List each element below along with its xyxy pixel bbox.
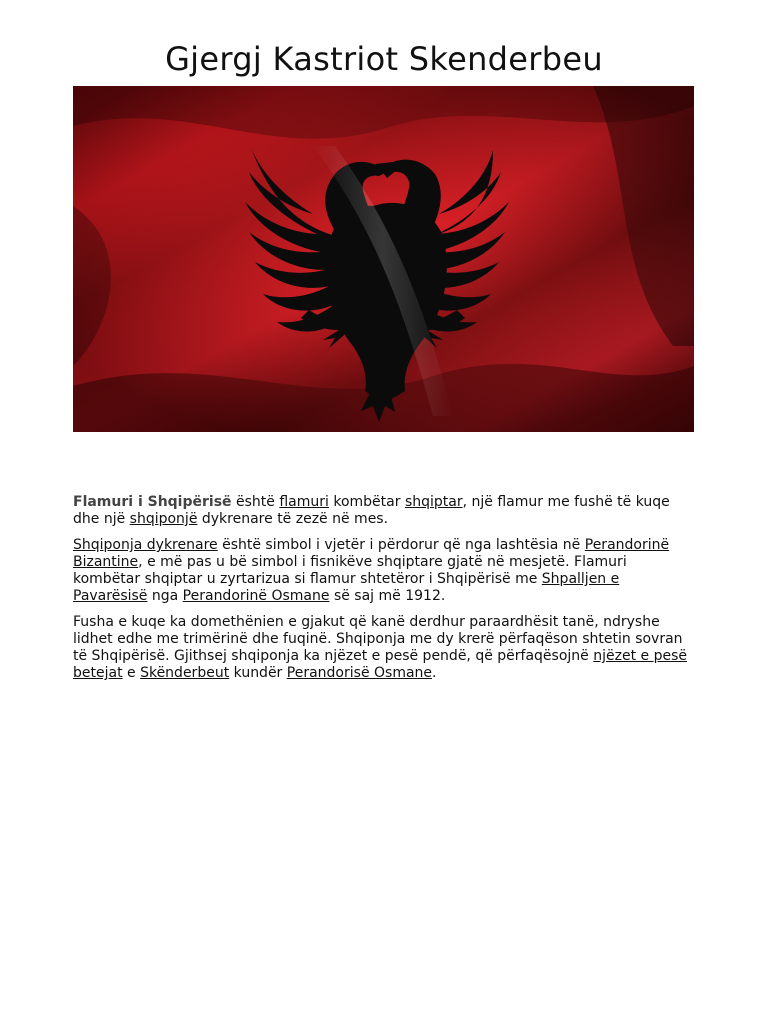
link-perandorine-osmane[interactable]: Perandorinë Osmane [182,588,330,604]
link-shqiptar[interactable]: shqiptar [404,494,463,510]
text: së saj më 1912. [329,588,446,604]
text: është [231,494,280,510]
paragraph-eagle-history [73,537,695,605]
link-skenderbeut[interactable]: Skënderbeut [140,665,230,681]
flag-eagle-icon [73,86,694,432]
link-shqiponja-dykrenare[interactable]: Shqiponja dykrenare [73,537,218,553]
link-njezet-e-pese-betejat[interactable]: njëzet e pesë betejat [73,648,687,681]
page-title: Gjergj Kastriot Skenderbeu [165,40,603,78]
text: Fusha e kuqe ka domethënien e gjakut që kanë derdhur paraardhësit tanë, ndryshe lidhet edhe me trimërinë dhe fuqinë. Shqiponja me dy krerë përfaqëson shtetin sovran të Shqipërisë. Gjithsej shqiponja ka njëzet e pesë pendë, që përfaqësojnë [73,614,683,664]
text: është simbol i vjetër i përdorur që nga lashtësia në [217,537,585,553]
text: , një flamur me fushë të kuqe dhe një [73,494,670,527]
paragraph-flag-intro [73,494,695,528]
text: kombëtar [328,494,405,510]
bold-term: Flamuri i Shqipërisë [73,494,232,510]
paragraph-flag-meaning [73,614,695,682]
text: dykrenare të zezë në mes. [197,511,389,527]
article-body [73,494,695,691]
text: nga [147,588,183,604]
text: , e më pas u bë simbol i fisnikëve shqiptare gjatë në mesjetë. Flamuri kombëtar shqiptar u zyrtarizua si flamur shtetëror i Shqipërisë me [73,554,627,587]
text: kundër [229,665,287,681]
link-shqiponje[interactable]: shqiponjë [129,511,198,527]
link-shpalljen-e-pavaresise[interactable]: Shpalljen e Pavarësisë [73,571,620,604]
text: e [122,665,141,681]
text: . [432,665,437,681]
link-flamuri[interactable]: flamuri [279,494,329,510]
albanian-flag-image [73,86,694,432]
link-perandorine-bizantine[interactable]: Perandorinë Bizantine [73,537,670,570]
link-perandorise-osmane[interactable]: Perandorisë Osmane [286,665,433,681]
